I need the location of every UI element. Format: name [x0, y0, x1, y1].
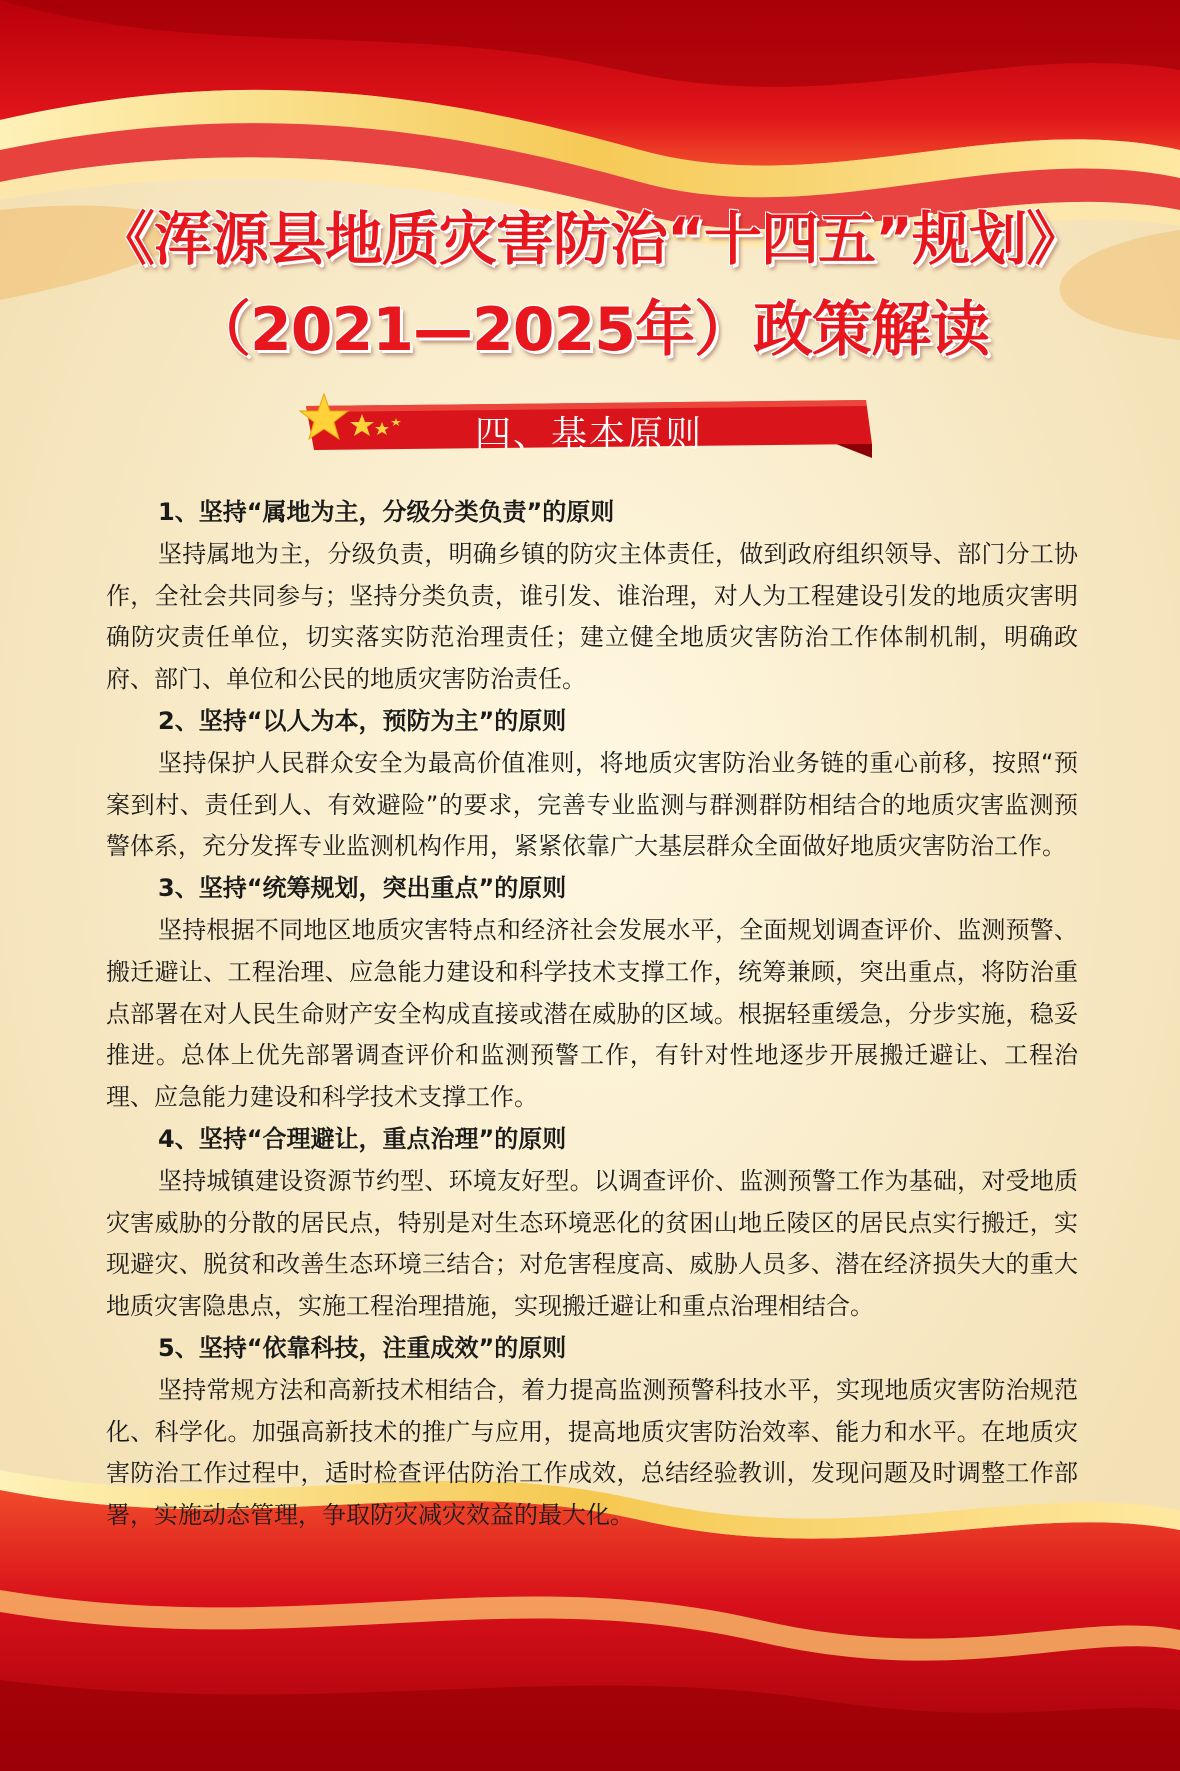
principle-heading: 4、坚持“合理避让，重点治理”的原则 — [158, 1124, 567, 1153]
title-line-1: 《浑源县地质灾害防治“十四五”规划》 — [96, 205, 1084, 273]
principle-heading: 5、坚持“依靠科技，注重成效”的原则 — [158, 1333, 567, 1362]
title-line-2: （2021—2025年）政策解读 — [191, 295, 989, 365]
section-heading: 四、基本原则 — [474, 414, 703, 455]
principle-body: 坚持城镇建设资源节约型、环境友好型。以调查评价、监测预警工作为基础，对受地质灾害威胁的分散的居民点，特别是对生态环境恶化的贫困山地丘陵区的居民点实行搬迁，实现避灾、脱贫和改善生态环境三结合；对危害程度高、威胁人员多、潜在经济损失大的重大地质灾害隐患点，实施工程治理措施，实现搬迁避让和重点治理相结合。 — [106, 1166, 1078, 1321]
principle-body: 坚持根据不同地区地质灾害特点和经济社会发展水平，全面规划调查评价、监测预警、搬迁避让、工程治理、应急能力建设和科学技术支撑工作，统筹兼顾，突出重点，将防治重点部署在对人民生命财产安全构成直接或潜在威胁的区域。根据轻重缓急，分步实施，稳妥推进。总体上优先部署调查评价和监测预警工作，有针对性地逐步开展搬迁避让、工程治理、应急能力建设和科学技术支撑工作。 — [106, 915, 1078, 1112]
principles-content — [106, 492, 1078, 1537]
principle-heading: 2、坚持“以人为本，预防为主”的原则 — [158, 706, 567, 735]
stars-icon — [298, 392, 408, 462]
principle-heading: 3、坚持“统筹规划，突出重点”的原则 — [158, 874, 567, 903]
principle-body: 坚持属地为主，分级负责，明确乡镇的防灾主体责任，做到政府组织领导、部门分工协作，全社会共同参与；坚持分类负责，谁引发、谁治理，对人为工程建设引发的地质灾害明确防灾责任单位，切实落实防范治理责任；建立健全地质灾害防治工作体制机制，明确政府、部门、单位和公民的地质灾害防治责任。 — [106, 539, 1078, 694]
principle-body: 坚持保护人民群众安全为最高价值准则，将地质灾害防治业务链的重心前移，按照“预案到村、责任到人、有效避险”的要求，完善专业监测与群测群防相结合的地质灾害监测预警体系，充分发挥专业监测机构作用，紧紧依靠广大基层群众全面做好地质灾害防治工作。 — [106, 748, 1078, 861]
principle-body: 坚持常规方法和高新技术相结合，着力提高监测预警科技水平，实现地质灾害防治规范化、科学化。加强高新技术的推广与应用，提高地质灾害防治效率、能力和水平。在地质灾害防治工作过程中，适时检查评估防治工作成效，总结经验教训，发现问题及时调整工作部署，实施动态管理，争取防灾减灾效益的最大化。 — [106, 1375, 1078, 1530]
principle-heading: 1、坚持“属地为主，分级分类负责”的原则 — [158, 498, 615, 526]
